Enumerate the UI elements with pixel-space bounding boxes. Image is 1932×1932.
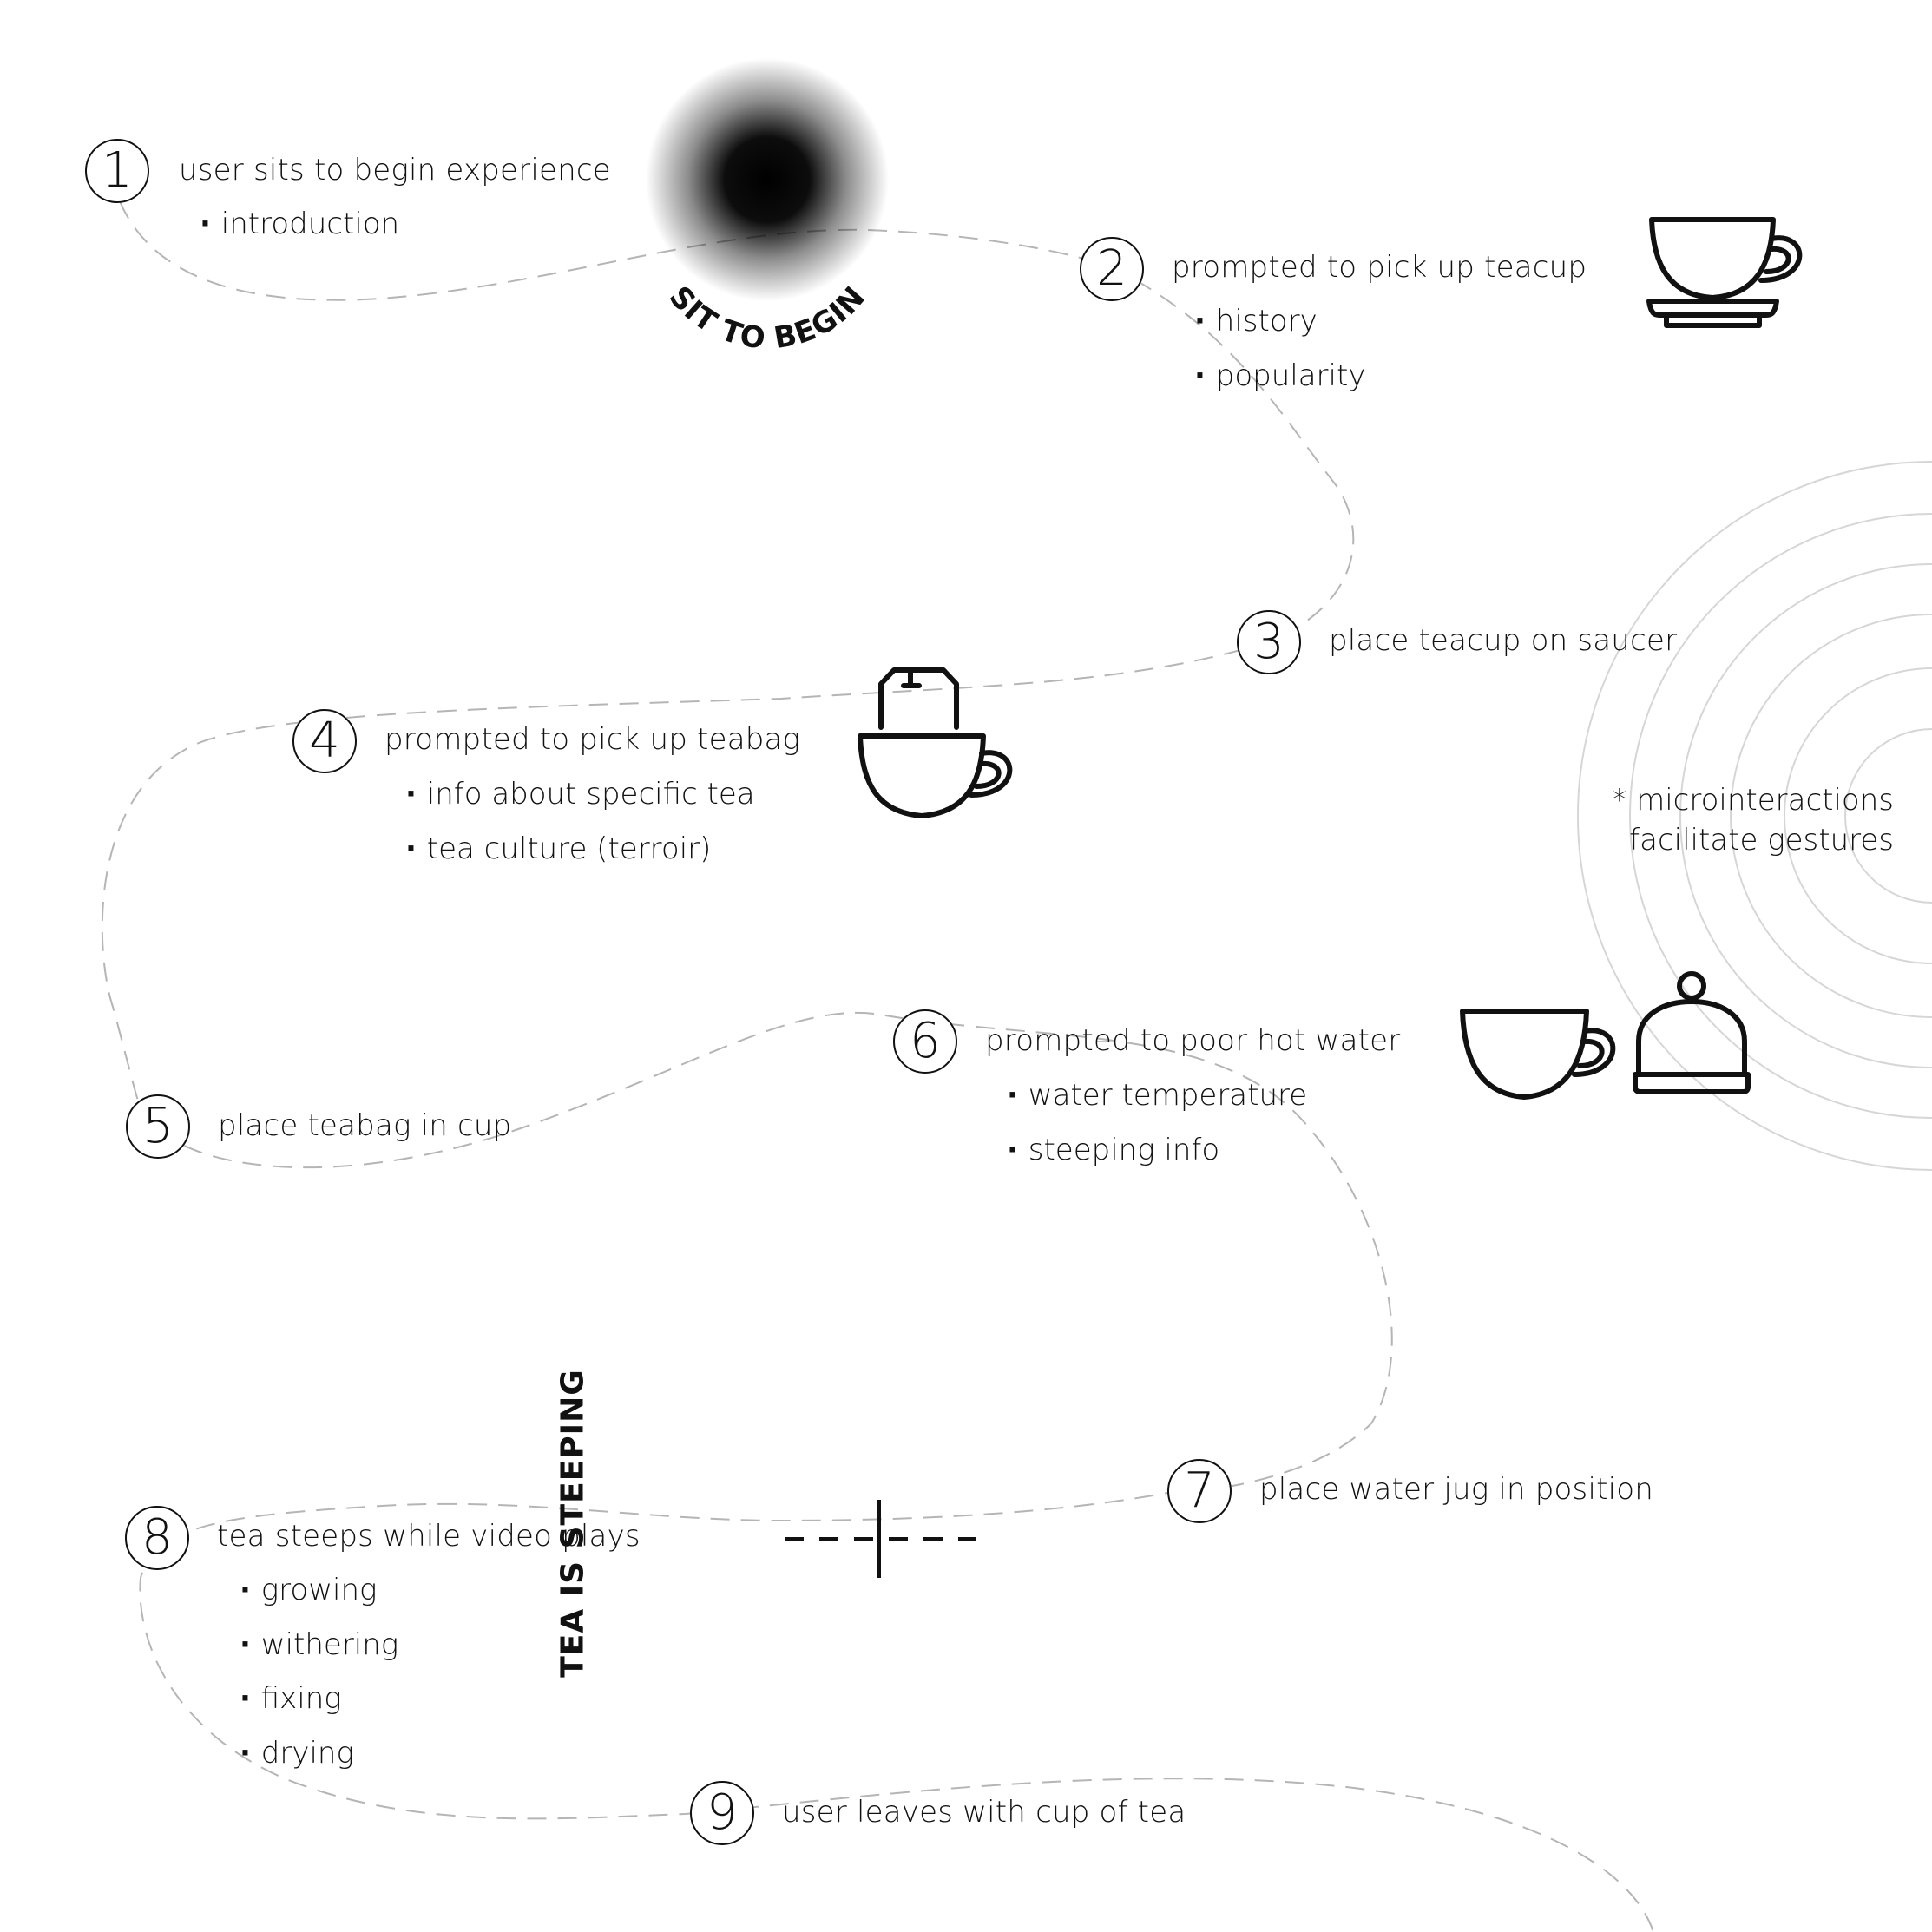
step-6-number: 6 — [893, 1009, 957, 1074]
step-4-bullet: · info about specific tea — [405, 777, 755, 812]
step-1-title: user sits to begin experience — [179, 153, 611, 187]
sit-to-begin-label: SIT TO BEGIN — [661, 279, 873, 357]
step-2-number: 2 — [1080, 237, 1144, 301]
microinteractions-note-line1: * microinteractions — [1612, 783, 1894, 818]
step-9-title: user leaves with cup of tea — [782, 1795, 1186, 1830]
journey-path — [102, 201, 1653, 1932]
step-8-bullet: · fixing — [240, 1681, 342, 1716]
step-3-title: place teacup on saucer — [1329, 623, 1678, 658]
step-5-title: place teabag in cup — [218, 1108, 512, 1143]
step-8-title: tea steeps while video plays — [217, 1519, 641, 1554]
step-6-title: prompted to poor hot water — [985, 1023, 1401, 1058]
step-8-bullet: · drying — [240, 1736, 354, 1771]
sit-to-begin-blob[interactable] — [646, 58, 889, 301]
step-7-title: place water jug in position — [1259, 1472, 1654, 1507]
step-7-number: 7 — [1167, 1459, 1232, 1523]
microinteractions-note-line2: facilitate gestures — [1629, 823, 1894, 858]
step-3-number: 3 — [1237, 610, 1301, 674]
step-4-bullet: · tea culture (terroir) — [405, 831, 711, 866]
step-4-title: prompted to pick up teabag — [384, 722, 801, 757]
step-5-number: 5 — [126, 1094, 190, 1159]
step-6-bullet: · steeping info — [1007, 1133, 1219, 1167]
timer-icon — [785, 1500, 976, 1578]
step-6-bullet: · water temperature — [1007, 1078, 1307, 1113]
step-1-bullet: · introduction — [200, 207, 399, 241]
water-jug-icon — [1632, 970, 1751, 1101]
teacup-icon — [1458, 1007, 1623, 1102]
step-2-title: prompted to pick up teacup — [1172, 250, 1587, 285]
step-8-bullet: · growing — [240, 1573, 377, 1607]
step-9-number: 9 — [690, 1781, 754, 1845]
step-2-bullet: · history — [1194, 304, 1318, 338]
step-4-number: 4 — [292, 709, 357, 773]
step-2-bullet: · popularity — [1194, 358, 1365, 393]
tea-is-steeping-label: TEA IS STEEPING — [555, 1369, 591, 1678]
step-1-number: 1 — [85, 139, 149, 203]
teacup-with-saucer-icon — [1645, 213, 1814, 334]
step-8-number: 8 — [125, 1506, 189, 1570]
step-8-bullet: · withering — [240, 1627, 398, 1662]
teacup-with-teabag-icon — [855, 667, 1024, 818]
